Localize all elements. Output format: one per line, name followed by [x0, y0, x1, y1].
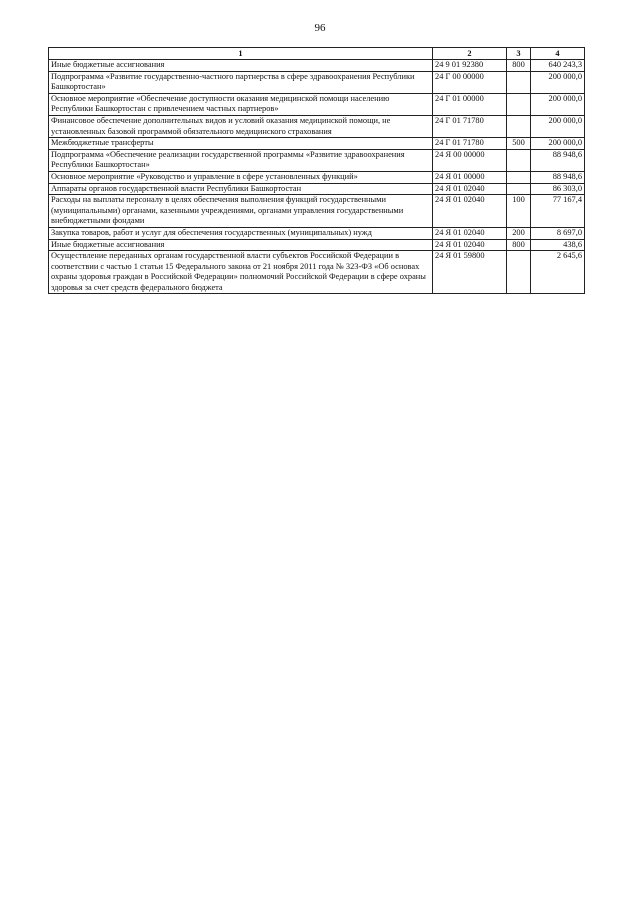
row-name: Аппараты органов государственной власти Республики Башкортостан	[49, 183, 433, 195]
row-code: 24 Я 01 02040	[433, 227, 507, 239]
row-name: Финансовое обеспечение дополнительных видов и условий оказания медицинской помощи, не установленных базовой программой обязательного медицинского страхования	[49, 115, 433, 137]
table-row	[49, 115, 585, 137]
row-expense-type	[507, 115, 531, 137]
row-name: Основное мероприятие «Руководство и управление в сфере установленных функций»	[49, 171, 433, 183]
row-expense-type	[507, 71, 531, 93]
row-expense-type	[507, 93, 531, 115]
row-name: Иные бюджетные ассигнования	[49, 239, 433, 251]
header-col-2: 2	[433, 48, 507, 60]
table-row	[49, 195, 585, 228]
row-name: Подпрограмма «Развитие государственно-частного партнерства в сфере здравоохранения Республики Башкортостан»	[49, 71, 433, 93]
row-amount: 2 645,6	[531, 251, 585, 294]
row-expense-type	[507, 171, 531, 183]
row-name: Основное мероприятие «Обеспечение доступности оказания медицинской помощи населению Республики Башкортостан с привлечением частных партнеров»	[49, 93, 433, 115]
row-code: 24 Я 01 59800	[433, 251, 507, 294]
row-expense-type	[507, 149, 531, 171]
table-row	[49, 60, 585, 72]
row-name: Расходы на выплаты персоналу в целях обеспечения выполнения функций государственными (муниципальными) органами, казенными учреждениями, органами управления государственными внебюджетными фондами	[49, 195, 433, 228]
row-code: 24 Я 00 00000	[433, 149, 507, 171]
row-amount: 200 000,0	[531, 93, 585, 115]
row-code: 24 Я 01 02040	[433, 239, 507, 251]
row-expense-type	[507, 251, 531, 294]
row-amount: 200 000,0	[531, 71, 585, 93]
row-name: Осуществление переданных органам государственной власти субъектов Российской Федерации в соответствии с частью 1 статьи 15 Федерального закона от 21 ноября 2011 года № 323-ФЗ «Об основах охраны здоровья граждан в Российской Федерации» полномочий Российской Федерации в сфере охраны здоровья за счет средств федерального бюджета	[49, 251, 433, 294]
row-expense-type: 500	[507, 138, 531, 150]
row-code: 24 Я 01 02040	[433, 195, 507, 228]
row-code: 24 Г 01 00000	[433, 93, 507, 115]
row-amount: 438,6	[531, 239, 585, 251]
table-row	[49, 239, 585, 251]
table-row	[49, 183, 585, 195]
header-col-4: 4	[531, 48, 585, 60]
row-amount: 88 948,6	[531, 171, 585, 183]
table-row	[49, 138, 585, 150]
header-col-3: 3	[507, 48, 531, 60]
header-col-1: 1	[49, 48, 433, 60]
row-amount: 200 000,0	[531, 115, 585, 137]
row-code: 24 Г 01 71780	[433, 138, 507, 150]
row-expense-type: 200	[507, 227, 531, 239]
page-number: 96	[314, 22, 326, 34]
table-row	[49, 227, 585, 239]
row-name: Иные бюджетные ассигнования	[49, 60, 433, 72]
budget-table	[48, 47, 585, 294]
row-code: 24 Я 01 02040	[433, 183, 507, 195]
row-expense-type: 800	[507, 60, 531, 72]
table-row	[49, 149, 585, 171]
row-amount: 88 948,6	[531, 149, 585, 171]
table-row	[49, 71, 585, 93]
row-amount: 200 000,0	[531, 138, 585, 150]
row-name: Подпрограмма «Обеспечение реализации государственной программы «Развитие здравоохранения Республики Башкортостан»	[49, 149, 433, 171]
table-header-row	[49, 48, 585, 60]
row-amount: 77 167,4	[531, 195, 585, 228]
table-row	[49, 171, 585, 183]
row-name: Межбюджетные трансферты	[49, 138, 433, 150]
row-code: 24 Г 01 71780	[433, 115, 507, 137]
row-amount: 86 303,0	[531, 183, 585, 195]
row-code: 24 Я 01 00000	[433, 171, 507, 183]
table-row	[49, 93, 585, 115]
row-expense-type: 100	[507, 195, 531, 228]
row-code: 24 Г 00 00000	[433, 71, 507, 93]
row-expense-type	[507, 183, 531, 195]
row-amount: 8 697,0	[531, 227, 585, 239]
row-expense-type: 800	[507, 239, 531, 251]
row-code: 24 9 01 92380	[433, 60, 507, 72]
table-row	[49, 251, 585, 294]
row-name: Закупка товаров, работ и услуг для обеспечения государственных (муниципальных) нужд	[49, 227, 433, 239]
row-amount: 640 243,3	[531, 60, 585, 72]
